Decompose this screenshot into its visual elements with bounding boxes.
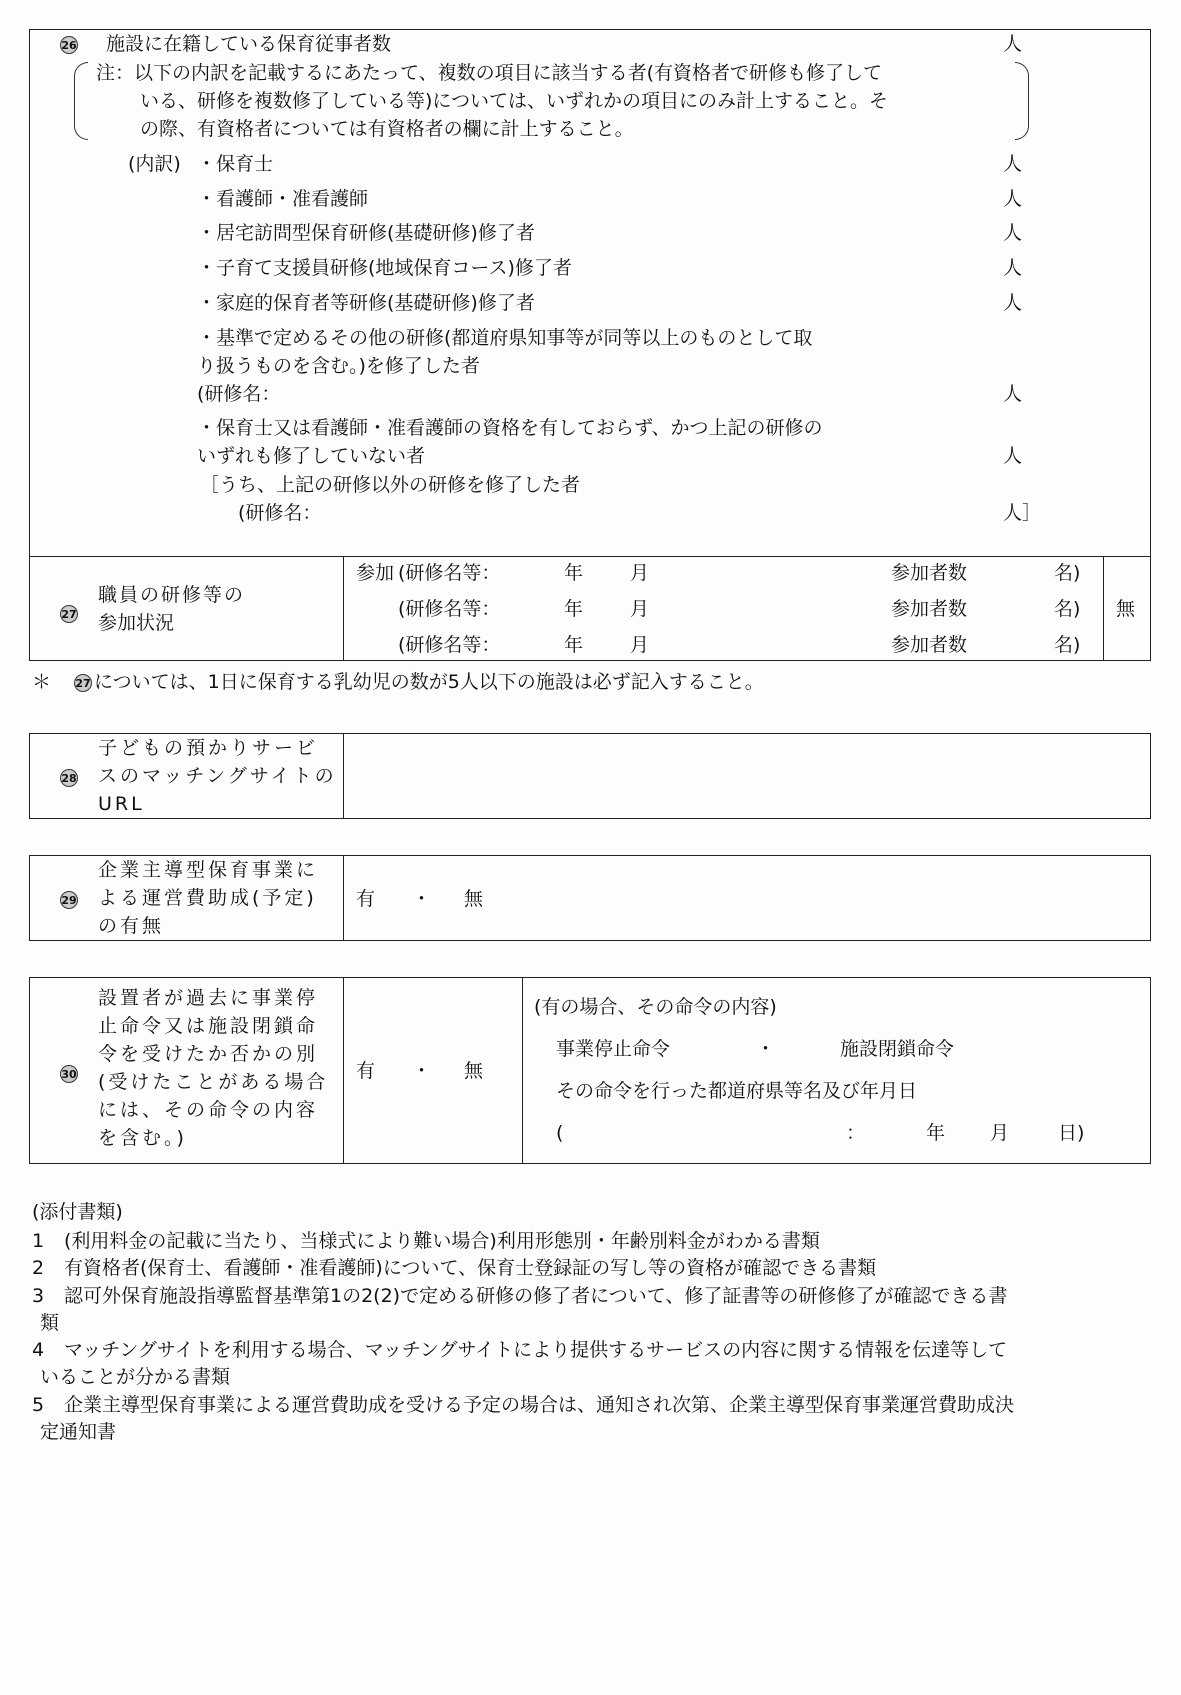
circled-number-icon: 27 bbox=[74, 674, 92, 692]
training-row-count-unit: 名) bbox=[1054, 598, 1081, 620]
attachment-number: 1 bbox=[32, 1230, 45, 1252]
other-training-unit: 人 bbox=[1003, 383, 1023, 405]
order-type-facility-closure[interactable]: 施設閉鎖命令 bbox=[840, 1038, 955, 1060]
matching-site-url-field[interactable] bbox=[350, 740, 1140, 812]
training-row-count-unit: 名) bbox=[1054, 634, 1081, 656]
breakdown-item-unit: 人 bbox=[1003, 153, 1023, 175]
attachment-text: 認可外保育施設指導監督基準第1の2(2)で定める研修の修了者について、修了証書等の研修修了が確認できる書 bbox=[64, 1285, 1008, 1307]
section-30-label: 設置者が過去に事業停止命令又は施設閉鎖命令を受けたか否かの別(受けたことがある場合には、その命令の内容を含む。) bbox=[98, 987, 329, 1149]
suspension-no-option[interactable]: 無 bbox=[464, 1060, 484, 1082]
order-date-year: 年 bbox=[926, 1122, 946, 1144]
section-29-divider bbox=[343, 855, 344, 941]
breakdown-item-unit: 人 bbox=[1003, 188, 1023, 210]
breakdown-item-unit: 人 bbox=[1003, 222, 1023, 244]
training-row-name-label: (研修名等： bbox=[398, 598, 501, 620]
section-28-divider bbox=[343, 733, 344, 819]
breakdown-item-label: ・居宅訪問型保育研修(基礎研修)修了者 bbox=[197, 222, 535, 244]
attachment-text-cont: いることが分かる書類 bbox=[40, 1366, 231, 1388]
unqualified-sub-line: ［うち、上記の研修以外の研修を修了した者 bbox=[200, 474, 581, 496]
section-28-number bbox=[60, 768, 78, 787]
section-29-number bbox=[60, 890, 78, 909]
circled-number-icon: 26 bbox=[60, 36, 78, 54]
order-date-day: 日) bbox=[1058, 1122, 1085, 1144]
attachment-number: 5 bbox=[32, 1394, 45, 1416]
training-row-count-label: 参加者数 bbox=[891, 598, 968, 620]
attachment-text: マッチングサイトを利用する場合、マッチングサイトにより提供するサービスの内容に関する情報を伝達等して bbox=[64, 1339, 1008, 1361]
breakdown-item-label: ・子育て支援員研修(地域保育コース)修了者 bbox=[197, 257, 572, 279]
unqualified-sub-unit: 人］ bbox=[1003, 502, 1042, 524]
note-line-2: いる、研修を複数修了している等)については、いずれかの項目にのみ計上すること。そ bbox=[140, 90, 889, 112]
attachment-text-cont: 定通知書 bbox=[40, 1421, 117, 1443]
order-authority-label: その命令を行った都道府県等名及び年月日 bbox=[556, 1080, 918, 1102]
attachment-text: 有資格者(保育士、看護師・准看護師)について、保育士登録証の写し等の資格が確認できる書類 bbox=[64, 1257, 877, 1279]
note-27-number bbox=[74, 673, 92, 692]
other-training-line-1: ・基準で定めるその他の研修(都道府県知事等が同等以上のものとして取 bbox=[197, 327, 813, 349]
training-row-year: 年 bbox=[564, 598, 584, 620]
subsidy-yes-option[interactable]: 有 bbox=[356, 888, 376, 910]
training-row-count-label: 参加者数 bbox=[891, 562, 968, 584]
section-30-divider-2 bbox=[522, 977, 523, 1164]
note-27-text: については、1日に保育する乳幼児の数が5人以下の施設は必ず記入すること。 bbox=[94, 671, 764, 693]
note-line-1: 注：以下の内訳を記載するにあたって、複数の項目に該当する者(有資格者で研修も修了して bbox=[96, 62, 883, 84]
section-27-divider-1 bbox=[343, 556, 344, 661]
order-type-business-suspension[interactable]: 事業停止命令 bbox=[556, 1038, 671, 1060]
training-row-month: 月 bbox=[630, 634, 650, 656]
order-date-colon: ： bbox=[846, 1122, 866, 1144]
unqualified-unit: 人 bbox=[1003, 445, 1023, 467]
training-none-option[interactable]: 無 bbox=[1116, 598, 1136, 620]
other-training-line-2: り扱うものを含む。)を修了した者 bbox=[197, 355, 480, 377]
section-27-table bbox=[29, 556, 1151, 661]
section-30-divider-1 bbox=[343, 977, 344, 1164]
subsidy-separator: ・ bbox=[412, 888, 432, 910]
breakdown-item-unit: 人 bbox=[1003, 257, 1023, 279]
training-row-name-label: (研修名等： bbox=[398, 562, 501, 584]
attachment-number: 4 bbox=[32, 1339, 45, 1361]
training-row-count-unit: 名) bbox=[1054, 562, 1081, 584]
section-28-label: 子どもの預かりサービスのマッチングサイトのURL bbox=[98, 737, 337, 815]
breakdown-item-label: ・家庭的保育者等研修(基礎研修)修了者 bbox=[197, 292, 535, 314]
unqualified-line-2: いずれも修了していない者 bbox=[197, 445, 426, 467]
training-row-year: 年 bbox=[564, 634, 584, 656]
section-27-label-line-1: 職員の研修等の bbox=[98, 584, 246, 606]
attachment-text: 企業主導型保育事業による運営費助成を受ける予定の場合は、通知され次第、企業主導型保育事業運営費助成決 bbox=[64, 1394, 1015, 1416]
attachment-text: (利用料金の記載に当たり、当様式により難い場合)利用形態別・年齢別料金がわかる書類 bbox=[64, 1230, 820, 1252]
note-bracket-right bbox=[1015, 62, 1029, 140]
training-row-name-label: (研修名等： bbox=[398, 634, 501, 656]
circled-number-icon: 29 bbox=[60, 891, 78, 909]
section-27-divider-2 bbox=[1103, 556, 1104, 661]
section-26-title: 施設に在籍している保育従事者数 bbox=[106, 33, 392, 55]
section-29-label: 企業主導型保育事業による運営費助成(予定)の有無 bbox=[98, 859, 319, 937]
attachment-number: 2 bbox=[32, 1257, 45, 1279]
breakdown-prefix: (内訳) bbox=[128, 153, 181, 175]
order-type-separator: ・ bbox=[756, 1038, 776, 1060]
note-bracket-left bbox=[74, 62, 88, 140]
suspension-separator: ・ bbox=[412, 1060, 432, 1082]
section-30-number bbox=[60, 1064, 78, 1083]
breakdown-item-label: ・保育士 bbox=[197, 153, 274, 175]
note-line-3: の際、有資格者については有資格者の欄に計上すること。 bbox=[140, 118, 634, 140]
unqualified-sub-name-label: (研修名： bbox=[238, 502, 322, 524]
breakdown-item-unit: 人 bbox=[1003, 292, 1023, 314]
note-27-asterisk: ＊ bbox=[32, 671, 52, 693]
attachments-title: (添付書類) bbox=[32, 1201, 123, 1223]
training-row-count-label: 参加者数 bbox=[891, 634, 968, 656]
circled-number-icon: 27 bbox=[60, 605, 78, 623]
circled-number-icon: 30 bbox=[60, 1065, 78, 1083]
attachment-text-cont: 類 bbox=[40, 1312, 60, 1334]
order-date-open-paren: ( bbox=[556, 1122, 564, 1144]
other-training-name-label: (研修名： bbox=[197, 383, 281, 405]
subsidy-no-option[interactable]: 無 bbox=[464, 888, 484, 910]
unqualified-line-1: ・保育士又は看護師・准看護師の資格を有しておらず、かつ上記の研修の bbox=[197, 417, 823, 439]
breakdown-item-label: ・看護師・准看護師 bbox=[197, 188, 369, 210]
section-26-total-unit: 人 bbox=[1003, 33, 1023, 55]
section-27-number bbox=[60, 604, 78, 623]
training-row-month: 月 bbox=[630, 598, 650, 620]
section-26-number bbox=[60, 35, 78, 54]
order-detail-title: (有の場合、その命令の内容) bbox=[534, 996, 777, 1018]
training-row-year: 年 bbox=[564, 562, 584, 584]
training-row-month: 月 bbox=[630, 562, 650, 584]
order-date-month: 月 bbox=[990, 1122, 1010, 1144]
training-row-prefix: 参加 bbox=[356, 562, 395, 584]
section-27-label-line-2: 参加状況 bbox=[98, 612, 175, 634]
circled-number-icon: 28 bbox=[60, 769, 78, 787]
suspension-yes-option[interactable]: 有 bbox=[356, 1060, 376, 1082]
attachment-number: 3 bbox=[32, 1285, 45, 1307]
